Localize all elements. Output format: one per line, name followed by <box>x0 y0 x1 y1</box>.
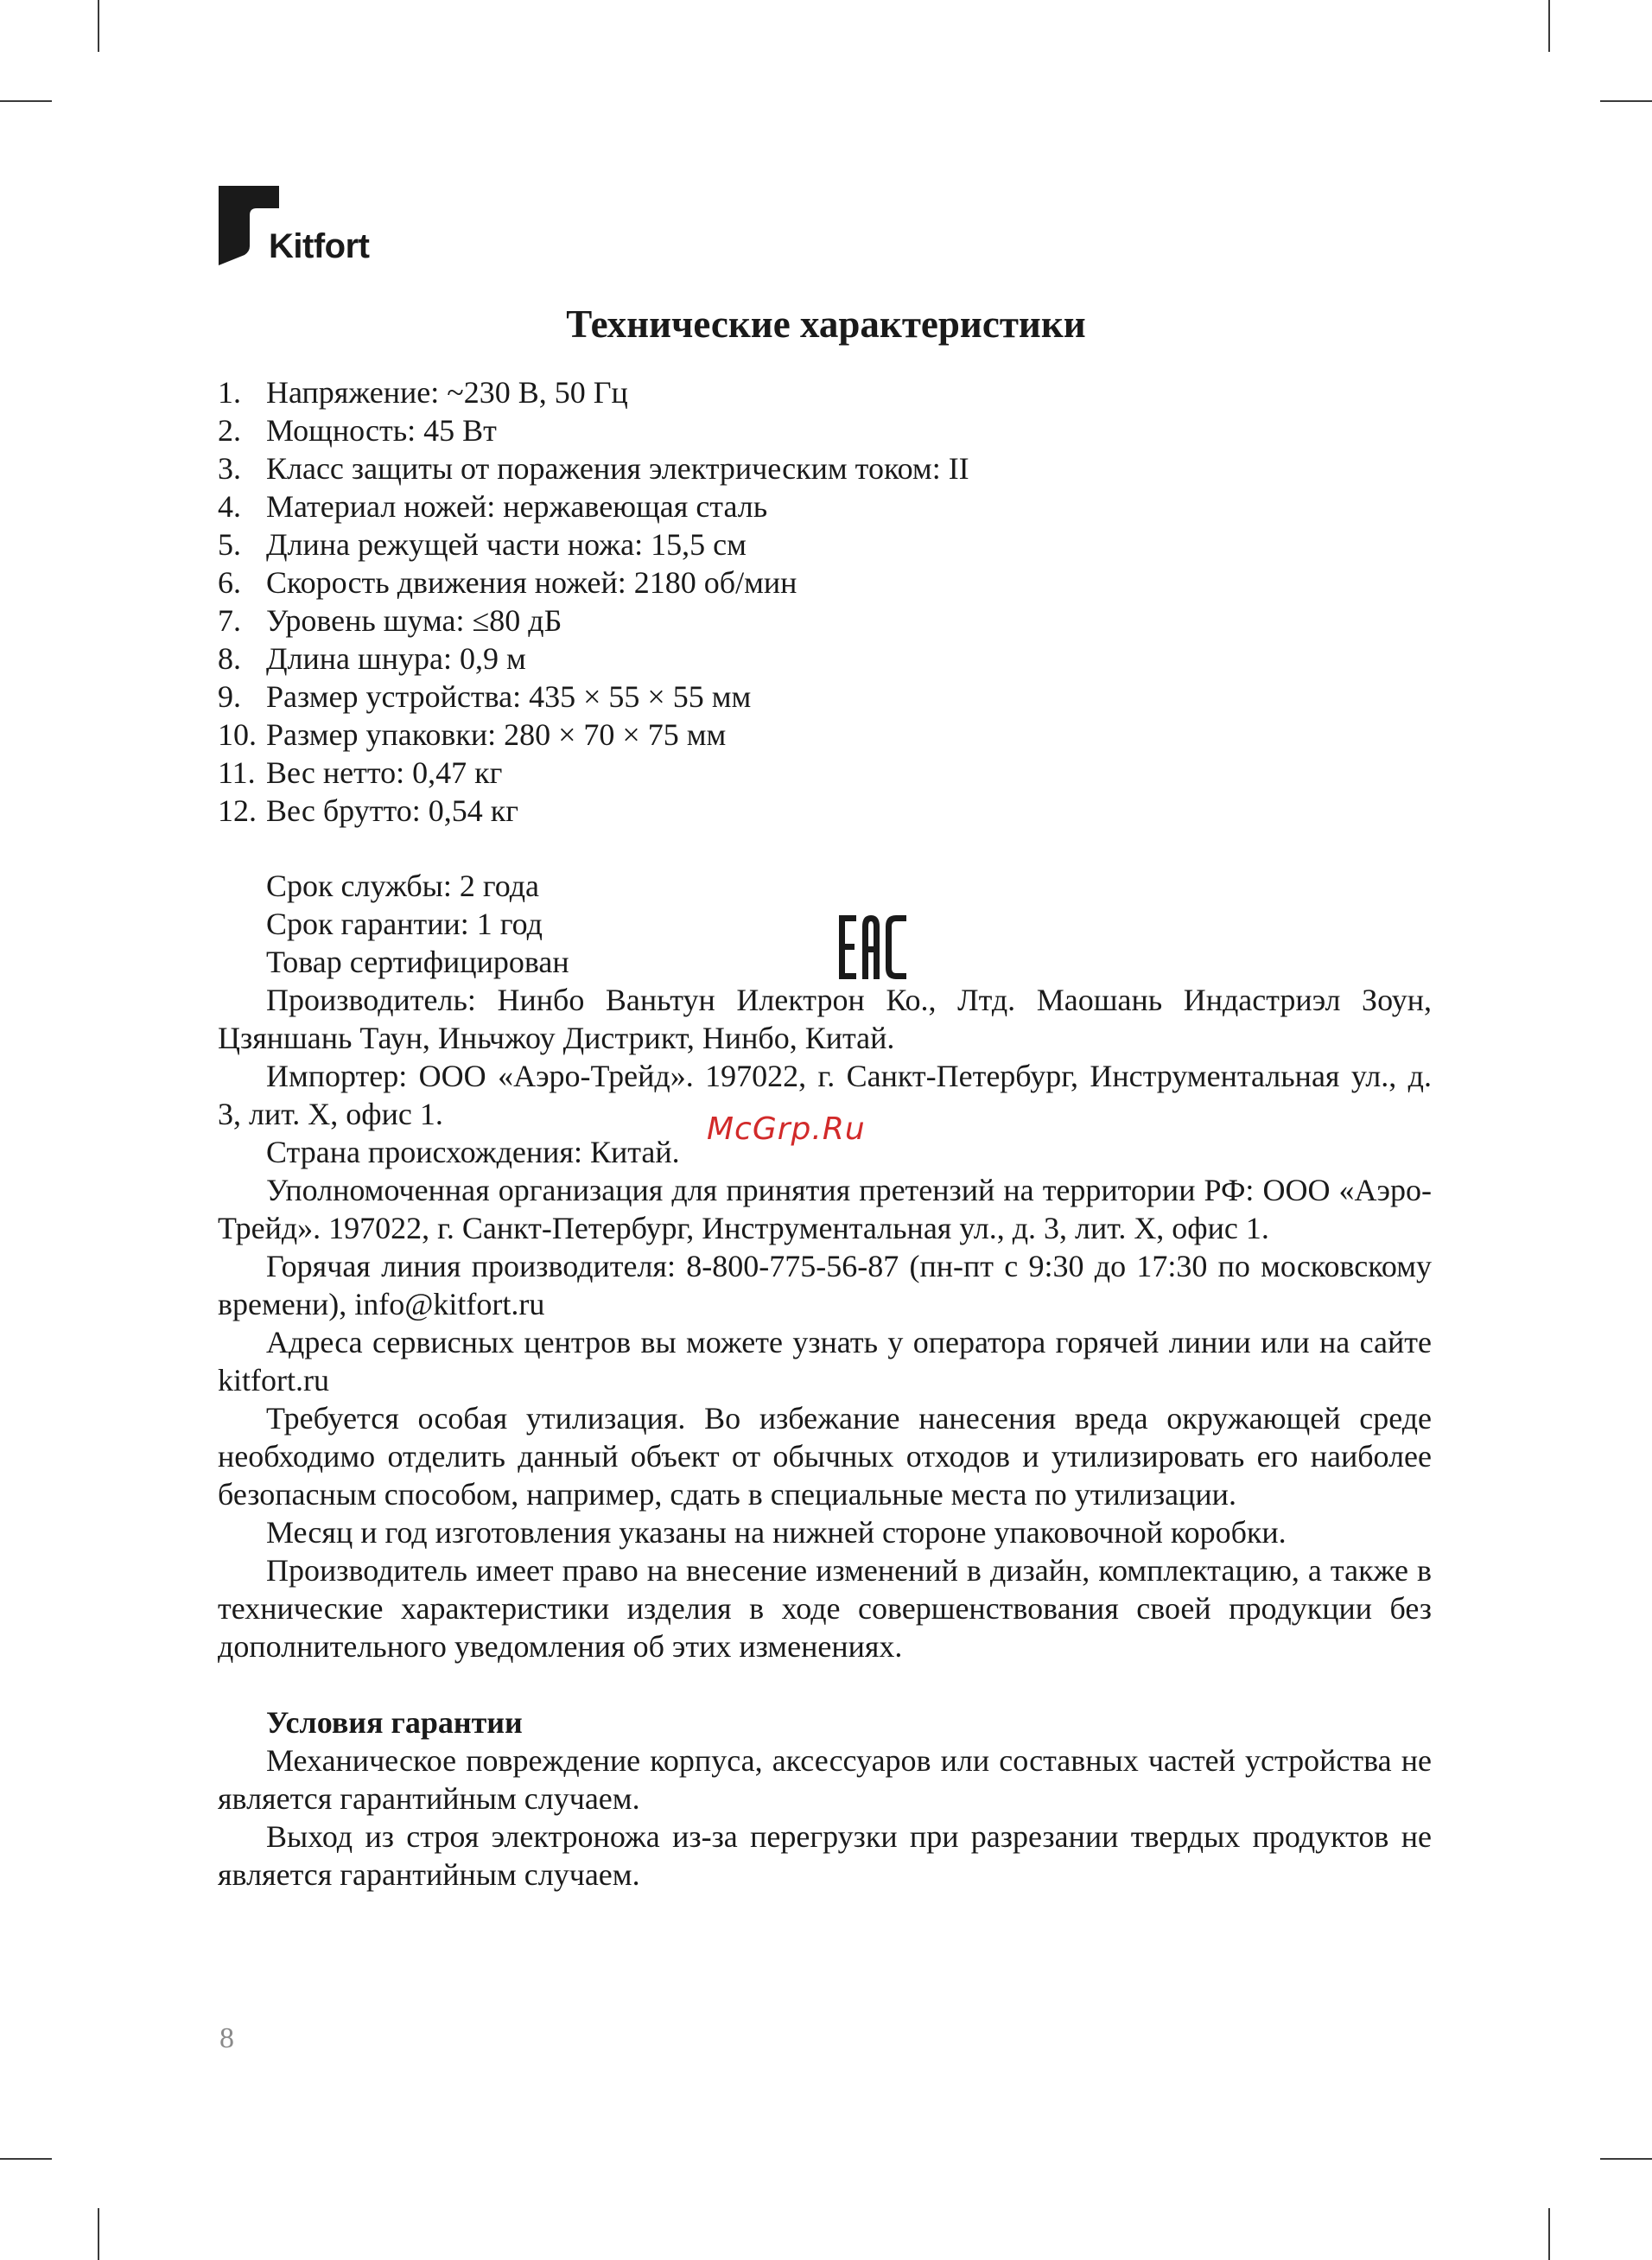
list-item <box>218 602 1432 640</box>
crop-mark <box>98 0 99 52</box>
item-text: Напряжение: ~230 В, 50 Гц <box>266 375 628 410</box>
crop-mark <box>98 2208 99 2260</box>
disposal-paragraph: Требуется особая утилизация. Во избежание нанесения вреда окружающей среде необходимо отделить данный объект от обычных отходов и утилизировать его наиболее безопасным способом, например, сдать в специальные места по утилизации. <box>218 1401 1432 1512</box>
item-text: Мощность: 45 Вт <box>266 413 497 448</box>
watermark: McGrp.Ru <box>707 1111 866 1147</box>
crop-mark <box>0 2158 52 2160</box>
list-item <box>218 640 1432 678</box>
item-text: Уровень шума: ≤80 дБ <box>266 603 562 638</box>
importer-paragraph: Импортер: ООО «Аэро-Трейд». 197022, г. Санкт-Петербург, Инструментальная ул., д. 3, лит. Х, офис 1. <box>218 1059 1432 1131</box>
crop-mark <box>1600 2158 1652 2160</box>
list-item <box>218 563 1432 602</box>
brand-name: Kitfort <box>269 227 370 265</box>
item-number: 10. <box>218 717 257 752</box>
origin-paragraph: Страна происхождения: Китай. <box>266 1135 680 1169</box>
manufacture-date-paragraph: Месяц и год изготовления указаны на нижней стороне упаковочной коробки. <box>266 1515 1287 1550</box>
list-item <box>218 792 1432 830</box>
item-text: Размер устройства: 435 × 55 × 55 мм <box>266 679 752 714</box>
list-item <box>218 373 1432 411</box>
item-number: 9. <box>218 679 241 714</box>
crop-mark <box>1600 100 1652 102</box>
list-item <box>218 716 1432 754</box>
item-text: Размер упаковки: 280 × 70 × 75 мм <box>266 717 727 752</box>
item-text: Материал ножей: нержавеющая сталь <box>266 489 768 524</box>
item-text: Скорость движения ножей: 2180 об/мин <box>266 565 797 600</box>
item-number: 5. <box>218 527 241 562</box>
manufacturer-paragraph: Производитель: Нинбо Ваньтун Илектрон Ко., Лтд. Маошань Индастриэл Зоун, Цзяншань Таун, Иньчжоу Дистрикт, Нинбо, Китай. <box>218 983 1432 1055</box>
crop-mark <box>1548 0 1550 52</box>
crop-mark <box>1548 2208 1550 2260</box>
list-item <box>218 678 1432 716</box>
certified-text: Товар сертифицирован <box>266 945 569 979</box>
item-text: Длина шнура: 0,9 м <box>266 641 526 676</box>
item-text: Длина режущей части ножа: 15,5 см <box>266 527 747 562</box>
warranty-section-title: Условия гарантии <box>266 1705 523 1740</box>
item-number: 2. <box>218 413 241 448</box>
item-number: 7. <box>218 603 241 638</box>
list-item <box>218 411 1432 449</box>
changes-paragraph: Производитель имеет право на внесение изменений в дизайн, комплектацию, а также в технические характеристики изделия в ходе совершенствования своей продукции без дополнительного уведомления об этих изменениях. <box>218 1553 1432 1664</box>
document-body <box>218 867 1432 1894</box>
service-centers-paragraph: Адреса сервисных центров вы можете узнать у оператора горячей линии или на сайте kitfort.ru <box>218 1325 1432 1397</box>
item-text: Вес нетто: 0,47 кг <box>266 755 503 790</box>
item-number: 3. <box>218 451 241 486</box>
certification-row <box>218 943 1432 981</box>
item-number: 4. <box>218 489 241 524</box>
eac-mark-icon <box>837 913 908 982</box>
warranty-paragraph: Выход из строя электроножа из-за перегрузки при разрезании твердых продуктов не является гарантийным случаем. <box>218 1819 1432 1892</box>
page-title: Технические характеристики <box>566 302 1086 346</box>
item-number: 8. <box>218 641 241 676</box>
item-number: 1. <box>218 375 241 410</box>
item-text: Класс защиты от поражения электрическим током: II <box>266 451 969 486</box>
warranty-paragraph: Механическое повреждение корпуса, аксессуаров или составных частей устройства не является гарантийным случаем. <box>218 1743 1432 1816</box>
item-number: 11. <box>218 755 256 790</box>
list-item <box>218 487 1432 525</box>
service-life: Срок службы: 2 года <box>266 869 540 903</box>
hotline-paragraph: Горячая линия производителя: 8-800-775-56-87 (пн-пт с 9:30 до 17:30 по московскому времени), info@kitfort.ru <box>218 1249 1432 1321</box>
crop-mark <box>0 100 52 102</box>
brand-logo <box>219 186 391 268</box>
list-item <box>218 449 1432 487</box>
list-item <box>218 754 1432 792</box>
item-number: 12. <box>218 793 257 828</box>
authorized-org-paragraph: Уполномоченная организация для принятия претензий на территории РФ: ООО «Аэро-Трейд». 197022, г. Санкт-Петербург, Инструментальная ул., д. 3, лит. Х, офис 1. <box>218 1173 1432 1245</box>
page-number: 8 <box>219 2022 234 2054</box>
item-number: 6. <box>218 565 241 600</box>
item-text: Вес брутто: 0,54 кг <box>266 793 518 828</box>
spec-list <box>218 373 1432 830</box>
list-item <box>218 525 1432 563</box>
warranty-period: Срок гарантии: 1 год <box>266 907 543 941</box>
